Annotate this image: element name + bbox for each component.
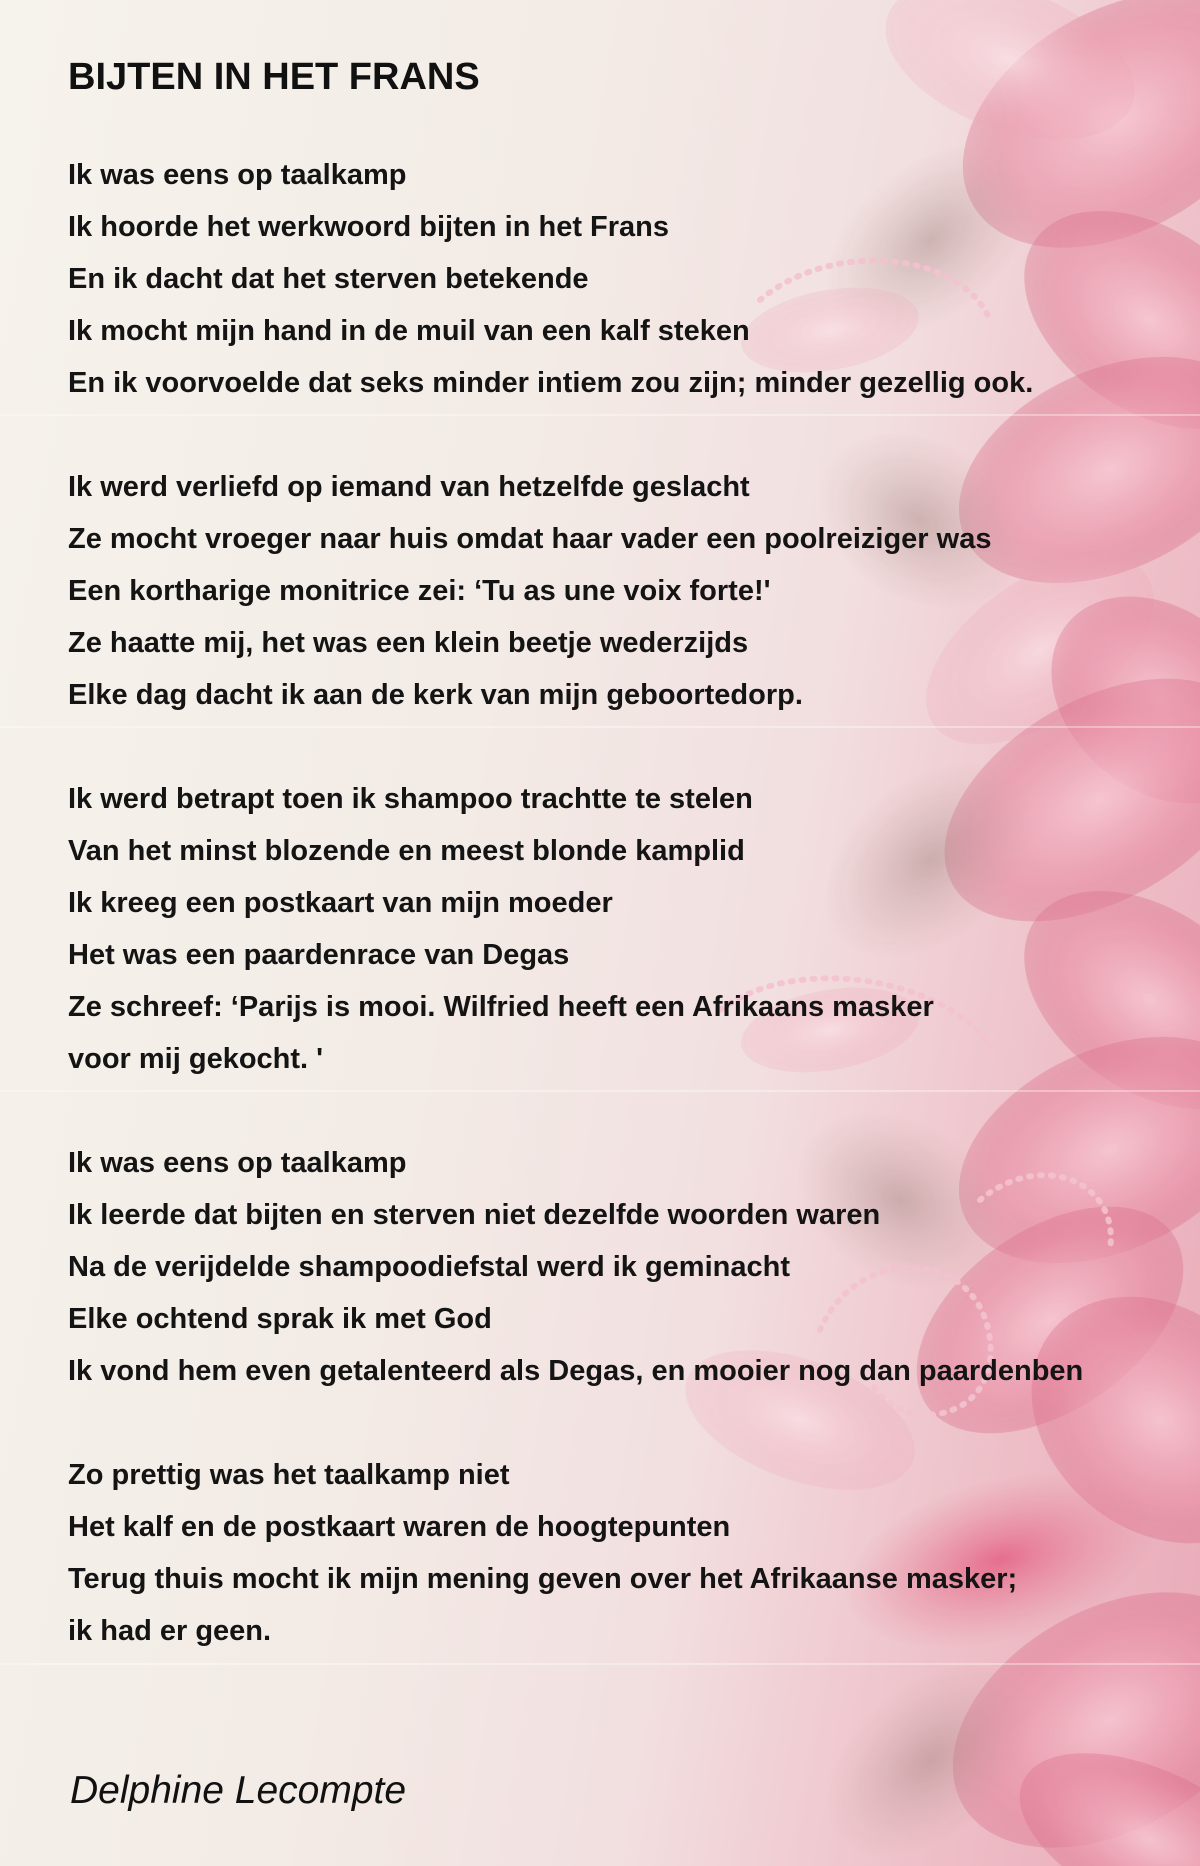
- poem-line: Ik vond hem even getalenteerd als Degas, en mooier nog dan paardenben: [68, 1355, 1084, 1387]
- poem-line: Na de verijdelde shampoodiefstal werd ik geminacht: [68, 1251, 790, 1283]
- poem-line: Ik mocht mijn hand in de muil van een kalf steken: [68, 315, 750, 347]
- band-seam: [0, 1663, 1200, 1665]
- poem-line: Ik werd betrapt toen ik shampoo trachtte te stelen: [68, 783, 753, 815]
- poem-line: Ik was eens op taalkamp: [68, 1147, 407, 1179]
- poem-title: BIJTEN IN HET FRANS: [68, 56, 480, 98]
- poem-line: Ze haatte mij, het was een klein beetje wederzijds: [68, 627, 749, 659]
- poem-line: Het was een paardenrace van Degas: [68, 939, 570, 971]
- band-seam: [0, 1090, 1200, 1092]
- poem-line: Van het minst blozende en meest blonde kamplid: [68, 835, 745, 867]
- poem-line: ik had er geen.: [68, 1615, 272, 1647]
- poem-line: Ik kreeg een postkaart van mijn moeder: [68, 887, 613, 919]
- poem-line: Ik leerde dat bijten en sterven niet dezelfde woorden waren: [68, 1199, 881, 1231]
- poem-line: Ik hoorde het werkwoord bijten in het Frans: [68, 211, 670, 243]
- poem-line: Elke ochtend sprak ik met God: [68, 1303, 492, 1335]
- poem-line: Ze mocht vroeger naar huis omdat haar vader een poolreiziger was: [68, 523, 992, 555]
- poem-line: Ik was eens op taalkamp: [68, 159, 407, 191]
- poem-line: Ze schreef: ‘Parijs is mooi. Wilfried heeft een Afrikaans masker: [68, 991, 934, 1023]
- band-seam: [0, 726, 1200, 728]
- poem-line: Terug thuis mocht ik mijn mening geven over het Afrikaanse masker;: [68, 1563, 1018, 1595]
- poem-line: Zo prettig was het taalkamp niet: [68, 1459, 510, 1491]
- poem-line: voor mij gekocht. ': [68, 1043, 324, 1075]
- poem-line: Ik werd verliefd op iemand van hetzelfde geslacht: [68, 471, 750, 503]
- poem-line: En ik dacht dat het sterven betekende: [68, 263, 589, 295]
- poem-line: Het kalf en de postkaart waren de hoogtepunten: [68, 1511, 731, 1543]
- poem-line: Elke dag dacht ik aan de kerk van mijn geboortedorp.: [68, 679, 803, 711]
- poem-author: Delphine Lecompte: [70, 1769, 407, 1812]
- band-seam: [0, 414, 1200, 416]
- poem-line: En ik voorvoelde dat seks minder intiem zou zijn; minder gezellig ook.: [68, 367, 1034, 399]
- poem-line: Een kortharige monitrice zei: ‘Tu as une voix forte!': [68, 575, 771, 607]
